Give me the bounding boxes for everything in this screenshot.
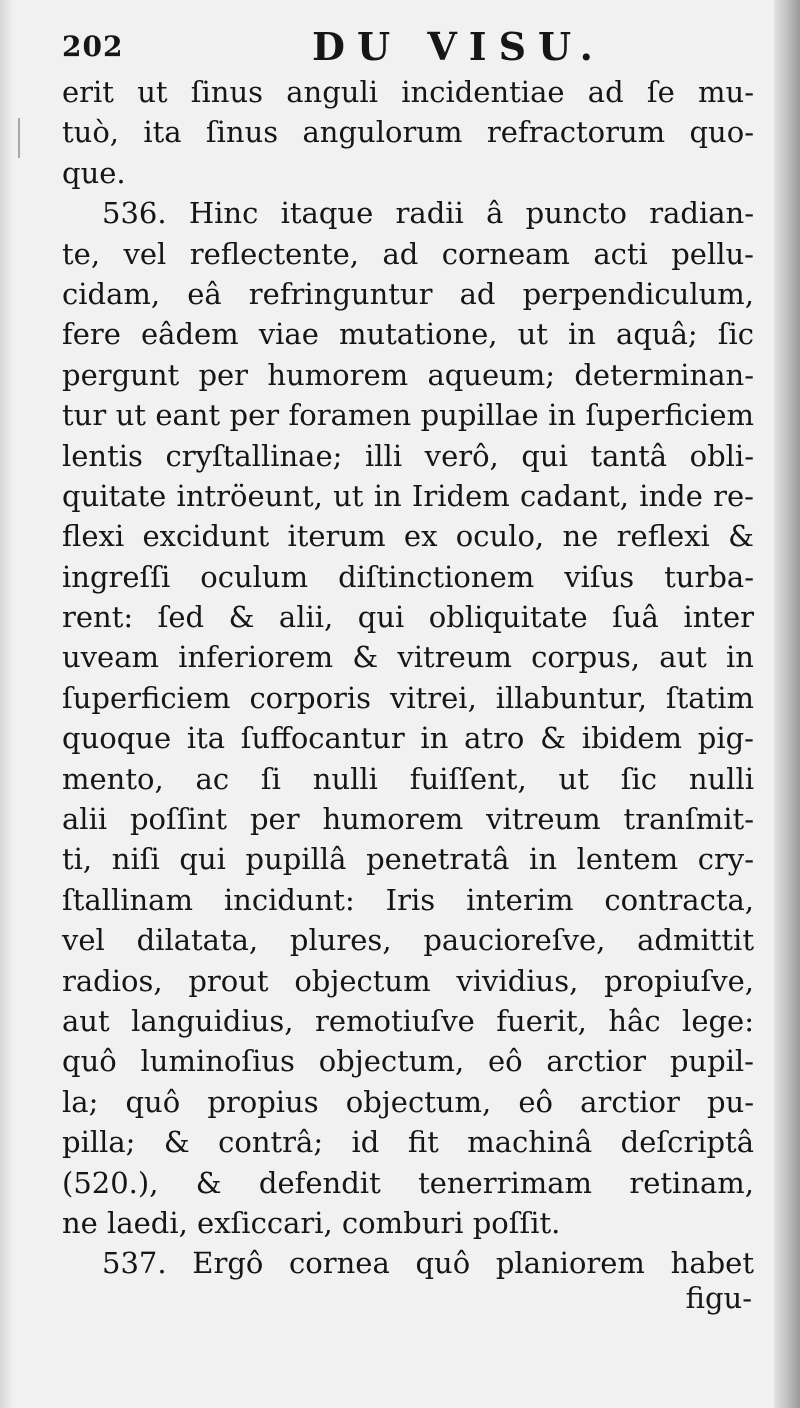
text-line: pergunt per humorem aqueum; determinan- bbox=[62, 357, 754, 392]
text-line: ſuperficiem corporis vitrei, illabuntur, ſtatim bbox=[62, 680, 754, 715]
text-line: rent: ſed & alii, qui obliquitate ſuâ inter bbox=[62, 600, 754, 635]
page-header bbox=[62, 22, 762, 74]
text-line: la; quô propius objectum, eô arctior pu- bbox=[62, 1084, 754, 1119]
text-line: erit ut ſinus anguli incidentiae ad ſe mu- bbox=[62, 75, 754, 109]
page-number: 202 bbox=[62, 30, 124, 63]
page-gutter-shadow bbox=[0, 0, 14, 1408]
text-line: vel dilatata, plures, paucioreſve, admittit bbox=[62, 923, 754, 958]
text-line: quitate intröeunt, ut in Iridem cadant, inde re- bbox=[62, 478, 754, 513]
text-line: cidam, eâ refringuntur ad perpendiculum, bbox=[62, 276, 754, 311]
text-line: lentis cryſtallinae; illi verô, qui tantâ obli- bbox=[62, 438, 754, 473]
catchword: figu- bbox=[685, 1281, 752, 1315]
text-line: ti, niſi qui pupillâ penetratâ in lentem cry- bbox=[62, 842, 754, 877]
text-line: te, vel reflectente, ad corneam acti pellu- bbox=[62, 236, 754, 271]
text-line: tur ut eant per foramen pupillae in ſuperficiem bbox=[62, 398, 754, 433]
margin-mark bbox=[18, 118, 20, 158]
text-line: uveam inferiorem & vitreum corpus, aut in bbox=[62, 640, 754, 675]
running-head: DU VISU. bbox=[312, 24, 605, 69]
text-line: quoque ita ſuffocantur in atro & ibidem pig- bbox=[62, 721, 754, 756]
text-line: ne laedi, exſiccari, comburi poſſit. bbox=[62, 1205, 561, 1240]
text-line: flexi excidunt iterum ex oculo, ne reflexi & bbox=[62, 519, 754, 554]
text-line: que. bbox=[62, 155, 126, 190]
text-line: alii poſſint per humorem vitreum tranſmit- bbox=[62, 802, 754, 837]
page-edge-shadow bbox=[774, 0, 800, 1408]
text-line: ingreſſi oculum diſtinctionem viſus turba- bbox=[62, 559, 754, 594]
text-line: 536. Hinc itaque radii â puncto radian- bbox=[102, 196, 754, 231]
text-line: quô luminoſius objectum, eô arctior pupil- bbox=[62, 1044, 754, 1079]
text-line: fere eâdem viae mutatione, ut in aquâ; ſic bbox=[62, 317, 754, 352]
text-line: radios, prout objectum vividius, propiuſve, bbox=[62, 963, 754, 998]
text-line: ſtallinam incidunt: Iris interim contracta, bbox=[62, 882, 754, 917]
text-line: tuò, ita ſinus angulorum refractorum quo- bbox=[62, 115, 754, 150]
text-line: pilla; & contrâ; id fit machinâ deſcriptâ bbox=[62, 1125, 754, 1160]
text-line: (520.), & defendit tenerrimam retinam, bbox=[62, 1165, 754, 1200]
text-line: mento, ac ſi nulli fuiſſent, ut ſic nulli bbox=[62, 761, 754, 796]
text-line: 537. Ergô cornea quô planiorem habet bbox=[102, 1246, 754, 1281]
text-line: aut languidius, remotiuſve fuerit, hâc lege: bbox=[62, 1003, 754, 1038]
body-text bbox=[62, 72, 754, 1284]
